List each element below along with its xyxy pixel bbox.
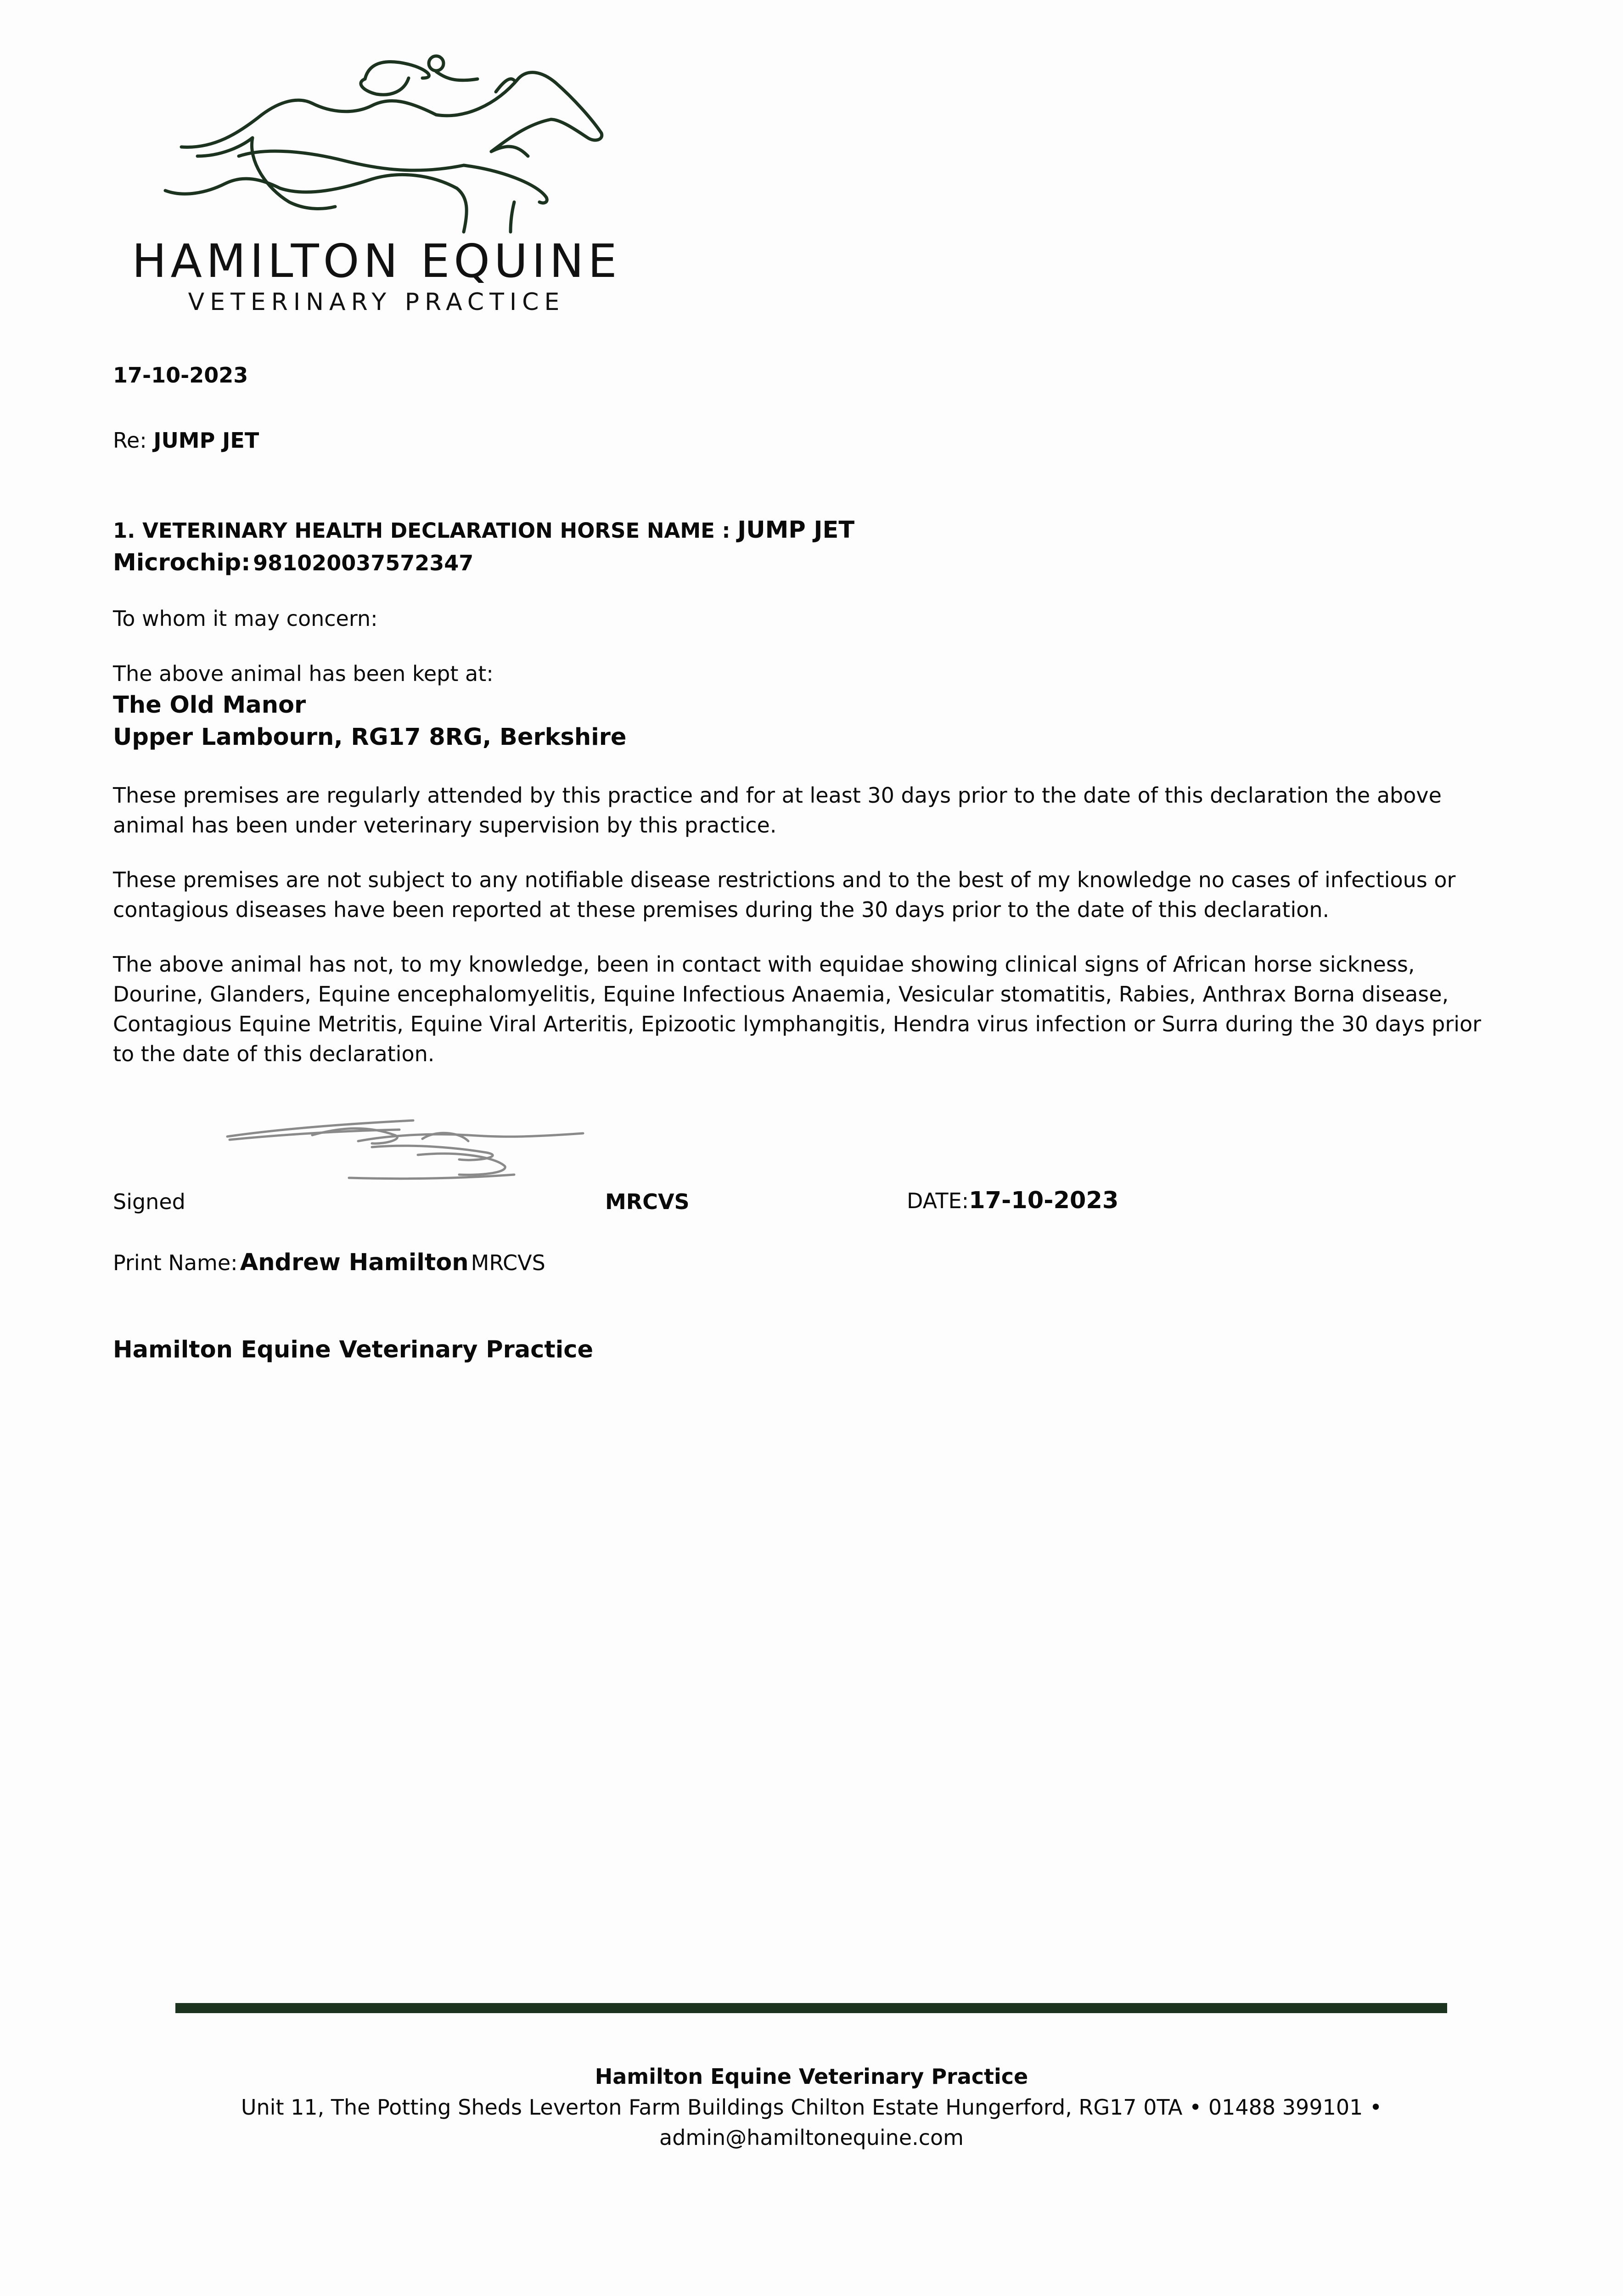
declaration-label: 1. VETERINARY HEALTH DECLARATION HORSE NAME : (113, 518, 730, 543)
footer-practice-name: Hamilton Equine Veterinary Practice (595, 2064, 1028, 2089)
address-line-1: The Old Manor (113, 692, 306, 719)
print-name-value: Andrew Hamilton (240, 1249, 469, 1276)
print-name-suffix: MRCVS (471, 1250, 545, 1275)
handwritten-signature (220, 1107, 588, 1189)
address-line-2: Upper Lambourn, RG17 8RG, Berkshire (113, 724, 627, 751)
practice-logo (115, 51, 638, 321)
microchip-label: Microchip: (113, 549, 251, 576)
greeting: To whom it may concern: (113, 606, 378, 631)
paragraph-restrictions: These premises are not subject to any notifiable disease restrictions and to the best of my knowledge no cases of infectious or contagious diseases have been reported at these premises during the 30 days prior to the date of this declaration. (113, 867, 1456, 922)
racehorse-jockey-icon (115, 51, 638, 234)
re-line (113, 428, 259, 453)
paragraph-contact-diseases: The above animal has not, to my knowledge, been in contact with equidae showing clinical signs of African horse sickness, Dourine, Glanders, Equine encephalomyelitis, Equine Infectious Anaemia, Vesicular stomatitis, Rabies, Anthrax Borna disease, Contagious Equine Metritis, Equine Viral Arteritis, Epizootic lymphangitis, Hendra virus infection or Surra during the 30 days prior to the date of this declaration. (113, 952, 1482, 1066)
date-value: 17-10-2023 (969, 1187, 1119, 1214)
footer-divider (175, 2003, 1447, 2013)
horse-name: JUMP JET (737, 517, 855, 544)
print-name-label: Print Name: (113, 1250, 238, 1275)
footer-address: Unit 11, The Potting Sheds Leverton Farm Buildings Chilton Estate Hungerford, RG17 0TA • 01488 399101 • (241, 2095, 1382, 2120)
paragraph-supervision: These premises are regularly attended by this practice and for at least 30 days prior to the date of this declaration the above animal has been under veterinary supervision by this practice. (113, 783, 1442, 838)
logo-wordmark: HAMILTON EQUINE (132, 234, 621, 288)
footer-email: admin@hamiltonequine.com (659, 2125, 964, 2150)
microchip-value: 981020037572347 (253, 551, 474, 575)
declaration-heading (113, 517, 854, 544)
re-value: JUMP JET (153, 428, 259, 453)
microchip-line (113, 549, 473, 576)
signature-date (907, 1187, 1118, 1214)
mrcvs-label: MRCVS (605, 1189, 690, 1214)
logo-subtitle: VETERINARY PRACTICE (188, 288, 565, 316)
re-label: Re: (113, 428, 147, 453)
letter-date: 17-10-2023 (113, 363, 248, 388)
kept-at-label: The above animal has been kept at: (113, 661, 494, 686)
practice-name: Hamilton Equine Veterinary Practice (113, 1336, 594, 1363)
signed-label: Signed (113, 1189, 185, 1214)
date-label: DATE: (907, 1188, 969, 1213)
print-name-line (113, 1249, 545, 1276)
